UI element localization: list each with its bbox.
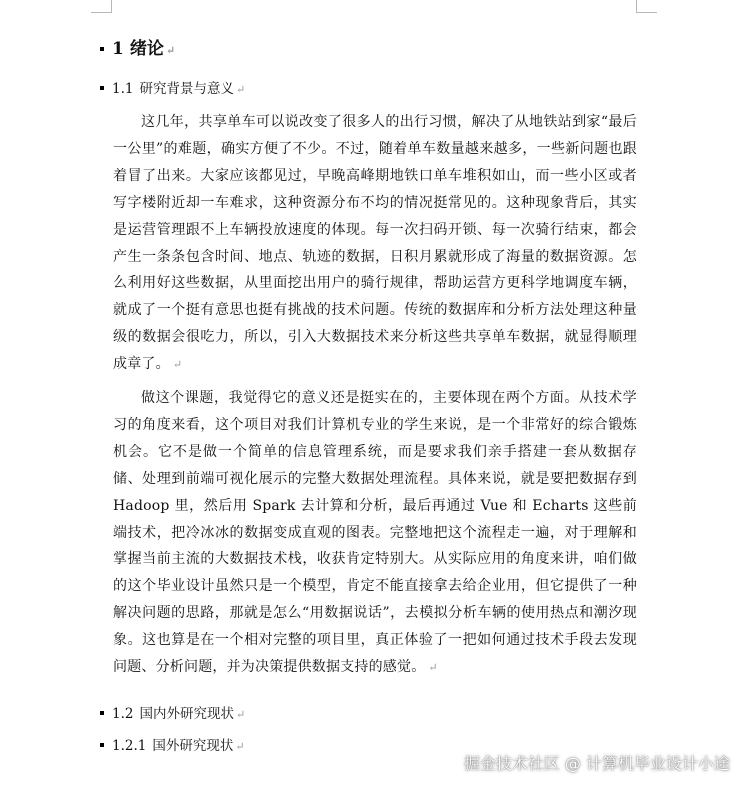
paragraph-mark-icon: ↵ xyxy=(235,708,246,721)
section-number: 1.2 xyxy=(112,706,134,722)
watermark: 掘金技术社区 @ 计算机毕业设计小途 xyxy=(463,754,730,773)
section-number: 1.1 xyxy=(112,81,134,97)
body-paragraph-1[interactable] xyxy=(113,109,637,379)
section-heading-1-2[interactable] xyxy=(100,702,245,722)
heading-bullet-icon xyxy=(100,743,104,747)
section-title: 研究背景与意义 xyxy=(139,81,234,97)
paragraph-text: 这几年，共享单车可以说改变了很多人的出行习惯，解决了从地铁站到家“最后一公里”的难题，确实方便了不少。不过，随着单车数量越来越多，一些新问题也跟着冒了出来。大家应该都见过，早晚高峰期地铁口单车堆积如山，而一些小区或者写字楼附近却一车难求，这种资源分布不均的情况挺常见的。这种现象背后，其实是运营管理跟不上车辆投放速度的体现。每一次扫码开锁、每一次骑行结束，都会产生一条条包含时间、地点、轨迹的数据，日积月累就形成了海量的数据资源。怎么利用好这些数据，从里面挖出用户的骑行规律，帮助运营方更科学地调度车辆，就成了一个挺有意思也挺有挑战的技术问题。传统的数据库和分析方法处理这种量级的数据会很吃力，所以，引入大数据技术来分析这些共享单车数据，就显得顺理成章了。 xyxy=(113,114,637,373)
paragraph-text: 做这个课题，我觉得它的意义还是挺实在的，主要体现在两个方面。从技术学习的角度来看，这个项目对我们计算机专业的学生来说，是一个非常好的综合锻炼机会。它不是做一个简单的信息管理系统，而是要求我们亲手搭建一套从数据存储、处理到前端可视化展示的完整大数据处理流程。具体来说，就是要把数据存到 Hadoop 里，然后用 Spark 去计算和分析，最后再通过 Vue 和 Echarts 这些前端技术，把冷冰冰的数据变成直观的图表。完整地把这个流程走一遍，对于理解和掌握当前主流的大数据技术栈，收获肯定特别大。从实际应用的角度来讲，咱们做的这个毕业设计虽然只是一个模型，肯定不能直接拿去给企业用，但它提供了一种解决问题的思路，那就是怎么“用数据说话”，去模拟分析车辆的使用热点和潮汐现象。这也算是在一个相对完整的项目里，真正体验了一把如何通过技术手段去发现问题、分析问题，并为决策提供数据支持的感觉。 xyxy=(113,390,637,676)
paragraph-mark-icon: ↵ xyxy=(172,358,183,372)
section-heading-1-1[interactable] xyxy=(100,77,245,97)
subsection-heading-1-2-1[interactable] xyxy=(100,734,245,754)
chapter-heading[interactable] xyxy=(100,34,175,59)
subsection-title: 国外研究现状 xyxy=(152,738,234,754)
paragraph-mark-icon: ↵ xyxy=(428,661,438,675)
chapter-title: 绪论 xyxy=(129,39,164,59)
paragraph-mark-icon: ↵ xyxy=(235,740,245,753)
subsection-number: 1.2.1 xyxy=(112,738,147,754)
chapter-number: 1 xyxy=(112,39,124,59)
paragraph-mark-icon: ↵ xyxy=(235,83,246,96)
section-title: 国内外研究现状 xyxy=(139,706,234,722)
heading-bullet-icon xyxy=(100,47,104,51)
paragraph-mark-icon: ↵ xyxy=(165,44,176,57)
crop-mark-top-right xyxy=(636,0,657,13)
body-paragraph-2[interactable] xyxy=(113,385,637,682)
heading-bullet-icon xyxy=(100,86,104,90)
crop-mark-top-left xyxy=(91,0,112,13)
heading-bullet-icon xyxy=(100,711,104,715)
